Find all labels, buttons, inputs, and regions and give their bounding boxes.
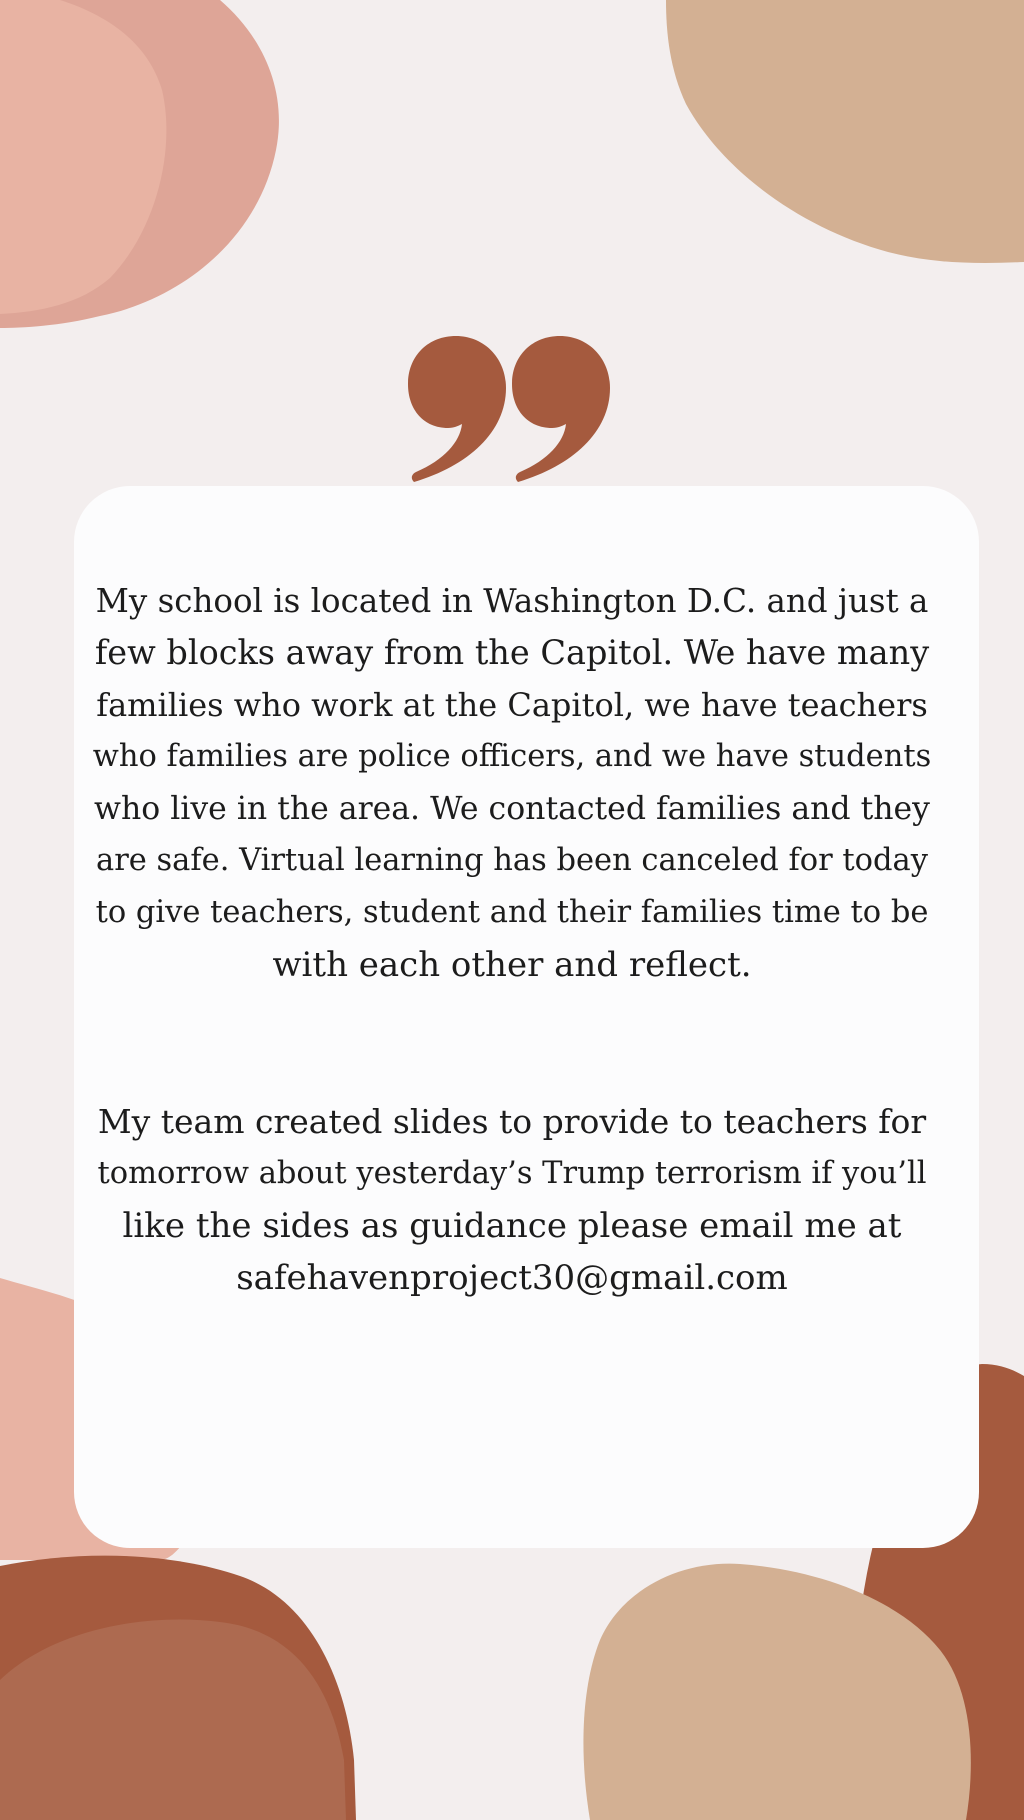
contact-line: like the sides as guidance please email me at bbox=[122, 1206, 902, 1246]
top-right-blob bbox=[666, 0, 1024, 263]
statement-line: are safe. Virtual learning has been canceled for today bbox=[96, 843, 928, 878]
statement-line: few blocks away from the Capitol. We have many bbox=[94, 633, 930, 672]
statement-line: who live in the area. We contacted families and they bbox=[94, 791, 930, 827]
contact-email: safehavenproject30@gmail.com bbox=[236, 1258, 788, 1298]
quote-icon bbox=[408, 334, 616, 486]
statement-line: who families are police officers, and we have students bbox=[92, 739, 932, 774]
quote-mark-right bbox=[512, 336, 610, 482]
contact-paragraph bbox=[0, 1096, 1024, 1304]
statement-line: families who work at the Capitol, we have teachers bbox=[96, 686, 928, 724]
contact-line: My team created slides to provide to teachers for bbox=[97, 1102, 927, 1141]
contact-line: tomorrow about yesterday’s Trump terrorism if you’ll bbox=[97, 1156, 927, 1191]
statement-paragraph bbox=[0, 575, 1024, 991]
statement-line: to give teachers, student and their families time to be bbox=[95, 895, 929, 930]
quote-mark-left bbox=[408, 336, 506, 482]
statement-line: with each other and reflect. bbox=[272, 945, 752, 985]
statement-line: My school is located in Washington D.C. and just a bbox=[95, 582, 929, 620]
